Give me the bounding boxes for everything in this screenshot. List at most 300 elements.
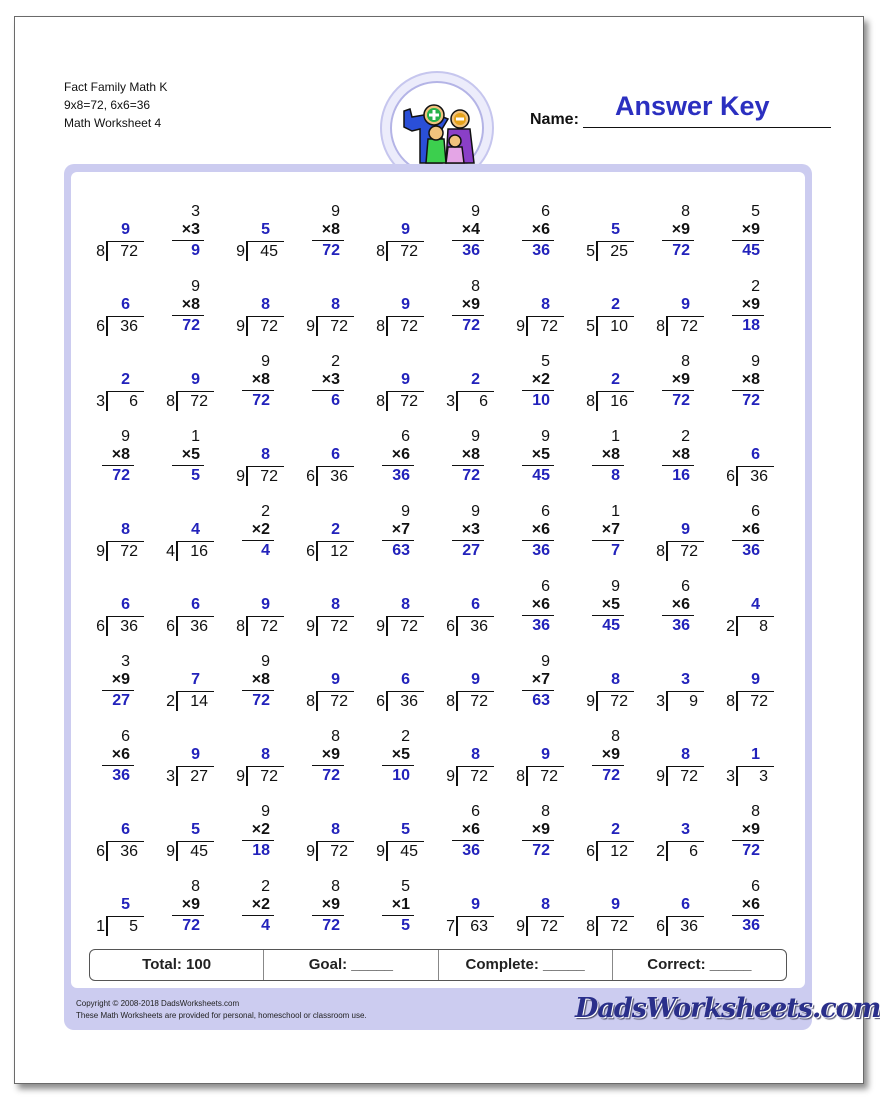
product-line <box>242 540 274 541</box>
divisor: 9 <box>96 543 105 560</box>
quotient-answer: 8 <box>331 296 340 313</box>
divisor: 9 <box>376 618 385 635</box>
product-line <box>732 390 764 391</box>
factor-top: 8 <box>611 728 620 745</box>
division-bar <box>598 391 634 392</box>
product-line <box>242 915 274 916</box>
quotient-answer: 8 <box>261 446 270 463</box>
factor-value: 9 <box>751 221 760 238</box>
division-bar <box>108 241 144 242</box>
product-line <box>592 540 624 541</box>
times-sign: × <box>601 521 612 538</box>
division-problem <box>570 777 640 860</box>
quotient-answer: 6 <box>191 596 200 613</box>
factor-top: 2 <box>401 728 410 745</box>
division-bar <box>598 316 634 317</box>
factor-top: 8 <box>751 803 760 820</box>
dividend: 3 <box>759 768 768 785</box>
multiplication-problem <box>80 627 150 709</box>
product-line <box>102 690 134 691</box>
factor-top: 8 <box>471 278 480 295</box>
factor-top: 6 <box>471 803 480 820</box>
quotient-answer: 9 <box>471 671 480 688</box>
factor-top: 6 <box>681 578 690 595</box>
multiplication-problem <box>220 627 290 709</box>
quotient-answer: 8 <box>681 746 690 763</box>
multiplication-problem <box>500 477 570 559</box>
product-line <box>242 690 274 691</box>
multiplication-problem <box>220 852 290 934</box>
division-problem <box>570 327 640 410</box>
factor-value: 1 <box>401 896 410 913</box>
factor-value: 6 <box>541 521 550 538</box>
factor-top: 1 <box>191 428 200 445</box>
times-sign: × <box>601 446 612 463</box>
multiplication-problem <box>290 327 360 409</box>
divisor: 9 <box>376 843 385 860</box>
multiplication-problem <box>360 852 430 934</box>
product-answer: 72 <box>742 392 760 409</box>
factor-top: 2 <box>681 428 690 445</box>
division-problem <box>360 327 430 410</box>
division-problem <box>640 252 710 335</box>
division-bar <box>388 691 424 692</box>
division-problem <box>80 177 150 260</box>
product-answer: 36 <box>742 917 760 934</box>
dividend: 9 <box>689 693 698 710</box>
multiplication-problem <box>220 777 290 859</box>
factor-value: 5 <box>401 746 410 763</box>
factor-value: 5 <box>611 596 620 613</box>
division-bar <box>388 841 424 842</box>
product-line <box>382 540 414 541</box>
division-problem <box>360 627 430 710</box>
factor-bottom <box>602 596 620 614</box>
quotient-answer: 9 <box>191 371 200 388</box>
divisor: 6 <box>376 693 385 710</box>
times-sign: × <box>671 446 682 463</box>
multiplication-problem <box>500 552 570 634</box>
product-line <box>172 465 204 466</box>
factor-value: 8 <box>121 446 130 463</box>
multiplication-problem <box>570 477 640 559</box>
worksheet-subtitle: 9x8=72, 6x6=36 <box>64 98 151 112</box>
factor-value: 3 <box>191 221 200 238</box>
division-problem <box>290 777 360 860</box>
product-answer: 36 <box>462 842 480 859</box>
divisor: 3 <box>96 393 105 410</box>
times-sign: × <box>741 296 752 313</box>
divisor: 9 <box>516 318 525 335</box>
product-line <box>662 615 694 616</box>
times-sign: × <box>181 446 192 463</box>
factor-bottom <box>672 221 690 239</box>
multiplication-problem <box>220 327 290 409</box>
factor-bottom <box>672 446 690 464</box>
times-sign: × <box>461 521 472 538</box>
division-problem <box>430 702 500 785</box>
division-problem <box>710 402 780 485</box>
divisor: 9 <box>306 318 315 335</box>
dividend: 6 <box>479 393 488 410</box>
division-problem <box>570 852 640 935</box>
factor-top: 1 <box>611 428 620 445</box>
product-line <box>382 465 414 466</box>
factor-bottom <box>112 446 130 464</box>
factor-top: 5 <box>751 203 760 220</box>
copyright-text: Copyright © 2008-2018 DadsWorksheets.com <box>76 999 240 1008</box>
factor-top: 9 <box>121 428 130 445</box>
product-line <box>522 540 554 541</box>
quotient-answer: 9 <box>261 596 270 613</box>
times-sign: × <box>321 221 332 238</box>
dividend: 12 <box>610 843 628 860</box>
factor-top: 8 <box>681 203 690 220</box>
product-answer: 72 <box>742 842 760 859</box>
times-sign: × <box>181 221 192 238</box>
division-problem <box>80 852 150 935</box>
product-line <box>522 840 554 841</box>
factor-top: 2 <box>331 353 340 370</box>
division-bar <box>738 691 774 692</box>
product-line <box>102 465 134 466</box>
product-line <box>732 315 764 316</box>
multiplication-problem <box>500 402 570 484</box>
factor-bottom <box>112 746 130 764</box>
dividend: 72 <box>470 693 488 710</box>
division-problem <box>150 702 220 785</box>
times-sign: × <box>461 221 472 238</box>
usage-text: These Math Worksheets are provided for personal, homeschool or classroom use. <box>76 1011 367 1020</box>
product-answer: 72 <box>252 392 270 409</box>
multiplication-problem <box>640 402 710 484</box>
factor-value: 8 <box>261 371 270 388</box>
quotient-answer: 8 <box>121 521 130 538</box>
multiplication-problem <box>500 627 570 709</box>
footer-notice <box>76 998 367 1022</box>
product-answer: 18 <box>252 842 270 859</box>
quotient-answer: 2 <box>611 371 620 388</box>
division-problem <box>150 777 220 860</box>
product-line <box>522 615 554 616</box>
division-bar <box>528 916 564 917</box>
product-answer: 36 <box>532 617 550 634</box>
divisor: 5 <box>586 243 595 260</box>
multiplication-problem <box>570 702 640 784</box>
division-bar <box>668 691 704 692</box>
product-line <box>312 390 344 391</box>
divisor: 9 <box>236 243 245 260</box>
factor-bottom <box>392 446 410 464</box>
times-sign: × <box>531 596 542 613</box>
division-problem <box>150 627 220 710</box>
division-problem <box>290 252 360 335</box>
factor-bottom <box>532 371 550 389</box>
quotient-answer: 5 <box>191 821 200 838</box>
product-line <box>522 240 554 241</box>
divisor: 6 <box>166 618 175 635</box>
factor-top: 6 <box>401 428 410 445</box>
division-bar <box>108 616 144 617</box>
division-bracket <box>666 916 668 936</box>
divisor: 2 <box>656 843 665 860</box>
factor-top: 9 <box>191 278 200 295</box>
factor-value: 3 <box>331 371 340 388</box>
dividend: 72 <box>540 318 558 335</box>
factor-bottom <box>392 746 410 764</box>
divisor: 8 <box>306 693 315 710</box>
product-answer: 5 <box>401 917 410 934</box>
division-bar <box>108 841 144 842</box>
division-bar <box>738 616 774 617</box>
factor-bottom <box>252 896 270 914</box>
quotient-answer: 5 <box>401 821 410 838</box>
dividend: 6 <box>129 393 138 410</box>
product-answer: 45 <box>532 467 550 484</box>
divisor: 9 <box>516 918 525 935</box>
dividend: 36 <box>750 468 768 485</box>
quotient-answer: 6 <box>471 596 480 613</box>
quotient-answer: 5 <box>121 896 130 913</box>
times-sign: × <box>181 296 192 313</box>
divisor: 9 <box>236 318 245 335</box>
factor-bottom <box>462 221 480 239</box>
times-sign: × <box>461 296 472 313</box>
division-problem <box>220 177 290 260</box>
dividend: 36 <box>120 843 138 860</box>
factor-top: 2 <box>261 503 270 520</box>
product-line <box>592 765 624 766</box>
product-answer: 36 <box>532 542 550 559</box>
worksheet-title: Fact Family Math K <box>64 80 168 94</box>
dividend: 72 <box>470 768 488 785</box>
product-line <box>592 465 624 466</box>
quotient-answer: 8 <box>401 596 410 613</box>
factor-top: 9 <box>751 353 760 370</box>
times-sign: × <box>741 371 752 388</box>
quotient-answer: 9 <box>331 671 340 688</box>
factor-value: 8 <box>611 446 620 463</box>
division-problem <box>220 552 290 635</box>
factor-bottom <box>532 446 550 464</box>
multiplication-problem <box>640 327 710 409</box>
division-problem <box>290 552 360 635</box>
times-sign: × <box>601 746 612 763</box>
factor-value: 6 <box>751 521 760 538</box>
times-sign: × <box>321 746 332 763</box>
quotient-answer: 2 <box>471 371 480 388</box>
division-problem <box>220 252 290 335</box>
multiplication-problem <box>710 327 780 409</box>
times-sign: × <box>181 896 192 913</box>
dividend: 72 <box>680 318 698 335</box>
product-answer: 72 <box>322 917 340 934</box>
dividend: 36 <box>330 468 348 485</box>
factor-top: 3 <box>191 203 200 220</box>
dividend: 72 <box>750 693 768 710</box>
quotient-answer: 4 <box>191 521 200 538</box>
times-sign: × <box>251 671 262 688</box>
quotient-answer: 1 <box>751 746 760 763</box>
multiplication-problem <box>360 477 430 559</box>
dividend: 16 <box>190 543 208 560</box>
correct-field: Correct: _____ <box>647 956 752 973</box>
times-sign: × <box>251 821 262 838</box>
quotient-answer: 9 <box>541 746 550 763</box>
quotient-answer: 8 <box>331 596 340 613</box>
times-sign: × <box>741 821 752 838</box>
division-bar <box>668 541 704 542</box>
product-answer: 36 <box>112 767 130 784</box>
multiplication-problem <box>290 702 360 784</box>
divisor: 6 <box>96 318 105 335</box>
factor-value: 6 <box>681 596 690 613</box>
times-sign: × <box>671 221 682 238</box>
times-sign: × <box>671 371 682 388</box>
division-bar <box>738 466 774 467</box>
division-bar <box>248 466 284 467</box>
factor-bottom <box>322 896 340 914</box>
division-problem <box>640 777 710 860</box>
product-answer: 72 <box>182 917 200 934</box>
factor-value: 8 <box>471 446 480 463</box>
quotient-answer: 9 <box>401 296 410 313</box>
division-bar <box>458 766 494 767</box>
product-line <box>732 840 764 841</box>
product-answer: 9 <box>191 242 200 259</box>
division-problem <box>290 477 360 560</box>
factor-value: 3 <box>471 521 480 538</box>
divisor: 8 <box>376 243 385 260</box>
divisor: 6 <box>306 543 315 560</box>
factor-top: 9 <box>471 503 480 520</box>
divisor: 9 <box>446 768 455 785</box>
division-bar <box>458 916 494 917</box>
factor-top: 9 <box>401 503 410 520</box>
factor-top: 5 <box>401 878 410 895</box>
factor-bottom <box>532 221 550 239</box>
product-answer: 10 <box>392 767 410 784</box>
factor-top: 9 <box>541 428 550 445</box>
dividend: 45 <box>260 243 278 260</box>
division-bar <box>668 766 704 767</box>
factor-value: 8 <box>191 296 200 313</box>
division-bar <box>248 616 284 617</box>
division-bar <box>598 841 634 842</box>
multiplication-problem <box>290 177 360 259</box>
factor-bottom <box>182 446 200 464</box>
quotient-answer: 9 <box>751 671 760 688</box>
multiplication-problem <box>150 402 220 484</box>
factor-bottom <box>462 521 480 539</box>
multiplication-problem <box>150 252 220 334</box>
times-sign: × <box>601 596 612 613</box>
goal-field: Goal: _____ <box>264 950 438 980</box>
dividend: 72 <box>610 693 628 710</box>
quotient-answer: 6 <box>331 446 340 463</box>
product-answer: 72 <box>182 317 200 334</box>
divisor: 8 <box>656 318 665 335</box>
division-bar <box>668 841 704 842</box>
factor-bottom <box>672 371 690 389</box>
divisor: 8 <box>96 243 105 260</box>
product-answer: 72 <box>672 242 690 259</box>
factor-bottom <box>462 821 480 839</box>
division-bar <box>388 616 424 617</box>
division-bar <box>318 691 354 692</box>
product-answer: 16 <box>672 467 690 484</box>
dividend: 72 <box>680 768 698 785</box>
multiplication-problem <box>710 177 780 259</box>
factor-bottom <box>252 521 270 539</box>
division-problem <box>710 552 780 635</box>
quotient-answer: 8 <box>331 821 340 838</box>
division-bar <box>178 841 214 842</box>
factor-value: 9 <box>331 746 340 763</box>
divisor: 6 <box>96 843 105 860</box>
factor-value: 6 <box>541 596 550 613</box>
factor-top: 8 <box>331 728 340 745</box>
division-problem <box>570 627 640 710</box>
product-line <box>172 240 204 241</box>
product-answer: 63 <box>532 692 550 709</box>
divisor: 9 <box>306 843 315 860</box>
division-bar <box>178 766 214 767</box>
division-bar <box>458 691 494 692</box>
dividend: 14 <box>190 693 208 710</box>
product-line <box>662 390 694 391</box>
multiplication-problem <box>150 177 220 259</box>
division-bar <box>108 391 144 392</box>
factor-value: 6 <box>541 221 550 238</box>
dividend: 72 <box>400 618 418 635</box>
dividend: 72 <box>610 918 628 935</box>
factor-bottom <box>672 596 690 614</box>
division-bracket <box>526 916 528 936</box>
times-sign: × <box>391 896 402 913</box>
multiplication-problem <box>710 477 780 559</box>
division-problem <box>500 702 570 785</box>
score-bar <box>89 949 787 981</box>
times-sign: × <box>531 521 542 538</box>
product-line <box>102 765 134 766</box>
division-bar <box>528 316 564 317</box>
product-line <box>592 615 624 616</box>
factor-value: 9 <box>191 896 200 913</box>
divisor: 8 <box>586 918 595 935</box>
division-problem <box>80 252 150 335</box>
factor-bottom <box>742 221 760 239</box>
dividend: 6 <box>689 843 698 860</box>
factor-top: 9 <box>261 803 270 820</box>
product-answer: 36 <box>532 242 550 259</box>
quotient-answer: 2 <box>611 296 620 313</box>
factor-bottom <box>742 371 760 389</box>
times-sign: × <box>531 221 542 238</box>
times-sign: × <box>251 521 262 538</box>
divisor: 3 <box>446 393 455 410</box>
dividend: 27 <box>190 768 208 785</box>
division-problem <box>640 702 710 785</box>
product-answer: 72 <box>322 767 340 784</box>
factor-top: 6 <box>541 578 550 595</box>
times-sign: × <box>391 746 402 763</box>
factor-top: 9 <box>471 203 480 220</box>
times-sign: × <box>251 896 262 913</box>
division-problem <box>80 552 150 635</box>
quotient-answer: 2 <box>611 821 620 838</box>
product-line <box>662 240 694 241</box>
